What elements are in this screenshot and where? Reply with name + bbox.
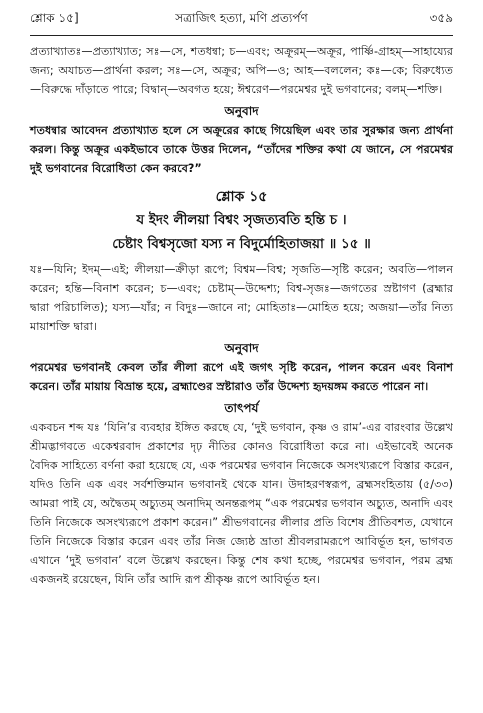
verse-line-2: চেষ্টাং বিশ্বসৃজো যস্য ন বিদুর্মোহিতাজয়া ॥ ১৫ ॥ (112, 236, 371, 252)
translation-paragraph: শতধন্বার আবেদন প্রত্যাখ্যাত হলে সে অক্রূরের কাছে গিয়েছিল এবং তার সুরক্ষার জন্য প্রার্থনা করল। কিন্তু অক্রূর একইভাবে তাকে উত্তর দিলেন, “তাঁদের শক্তির কথা যে জানে, সে পরমেশ্বর দুই ভগবানের বিরোধিতা কেন করবে?” (30, 124, 453, 175)
page-header (30, 10, 453, 30)
purport-paragraph: একবচন শব্দ যঃ ‘যিনি’র ব্যবহার ইঙ্গিত করছে যে, ‘দুই ভগবান, কৃষ্ণ ও রাম’-এর বারংবার উল্লেখ শ্রীমদ্ভাগবতে একেশ্বরবাদ প্রকাশের দৃঢ় নীতির কোনও বিরোধিতা করে না। এইভাবেই অনেক বৈদিক সাহিত্যে বর্ণনা করা হয়েছে যে, এক পরমেশ্বর ভগবান নিজেকে অসংখ্যরূপে বিস্তার করেন, যদিও তিনি এক এবং সর্বশক্তিমান ভগবানই থেকে যান। উদাহরণস্বরূপ, ব্রহ্মসংহিতায় (৫/৩৩) আমরা পাই যে, অদ্বৈতম্ অচ্যুতম্ অনাদিম্ অনন্তরূপম্ “এক পরমেশ্বর ভগবান অচ্যুত, অনাদি এবং তিনি নিজেকে অসংখ্যরূপে প্রকাশ করেন।” শ্রীভগবানের লীলার প্রতি বিশেষ প্রীতিবশত, যেখানে তিনি নিজেকে বিস্তার করেন এবং তাঁর নিজ জ্যেষ্ঠ ভ্রাতা শ্রীবলরামরূপে আবির্ভূত হন, ভাগবত এখানে ‘দুই ভগবান’ বলে উল্লেখ করছেন। কিন্তু শেষ কথা হচ্ছে, পরমেশ্বর ভগবান, পরম ব্রহ্ম একজনই রয়েছেন, যিনি তাঁর আদি রূপ শ্রীকৃষ্ণ রূপে আবির্ভূত হন। (30, 421, 453, 586)
translation-paragraph-2: পরমেশ্বর ভগবানই কেবল তাঁর লীলা রূপে এই জগৎ সৃষ্টি করেন, পালন করেন এবং বিনাশ করেন। তাঁর মায়ায় বিভ্রান্ত হয়ে, ব্রহ্মাণ্ডের স্রষ্টারাও তাঁর উদ্দেশ্য হৃদয়ঙ্গম করতে পারেন না। (30, 361, 453, 393)
verse-title: শ্লোক ১৫ (215, 189, 268, 205)
verse-synonyms-paragraph: যঃ—যিনি; ইদম্—এই; লীলয়া—ক্রীড়া রূপে; বিশ্বম—বিশ্ব; সৃজতি—সৃষ্টি করেন; অবতি—পালন করেন; হন্তি—বিনাশ করেন; চ—এবং; চেষ্টাম্—উদ্দেশ্য; বিশ্ব-সৃজঃ—জগতের স্রষ্টাগণ (ব্রহ্মার দ্বারা পরিচালিত); যস্য—যাঁর; ন বিদুঃ—জানে না; মোহিতাঃ—মোহিত হয়ে; অজয়া—তাঁর নিত্য মায়াশক্তি দ্বারা। (30, 263, 453, 333)
purport-heading: তাৎপর্য (224, 401, 259, 415)
page-number: ৩৫৯ (429, 11, 453, 25)
translation-heading-2: অনুবাদ (224, 341, 259, 355)
verse-line-1: য ইদং লীলয়া বিশ্বং সৃজত্যবতি হন্তি চ । (136, 212, 347, 228)
header-divider (30, 35, 453, 36)
chapter-title: সত্রাজিৎ হত্যা, মণি প্রত্যর্পণ (175, 11, 308, 25)
synonyms-paragraph: প্রত্যাখ্যাতঃ—প্রত্যাখ্যাত; সঃ—সে, শতধন্বা; চ—এবং; অক্রূরম্—অক্রূর, পার্ষ্ণি-গ্রাহম্—সাহায্যের জন্য; অযাচত—প্রার্থনা করল; সঃ—সে, অক্রূর; অপি—ও; আহ—বললেন; কঃ—কে; বিরুধ্যেত—বিরুদ্ধে দাঁড়াতে পারে; বিদ্বান্—অবগত হয়ে; ঈশ্বরেণ—পরমেশ্বর দুই ভগবানের; বলম্—শক্তি। (30, 45, 453, 96)
translation-heading: অনুবাদ (224, 104, 259, 118)
verse-reference: শ্লোক ১৫] (30, 11, 79, 25)
